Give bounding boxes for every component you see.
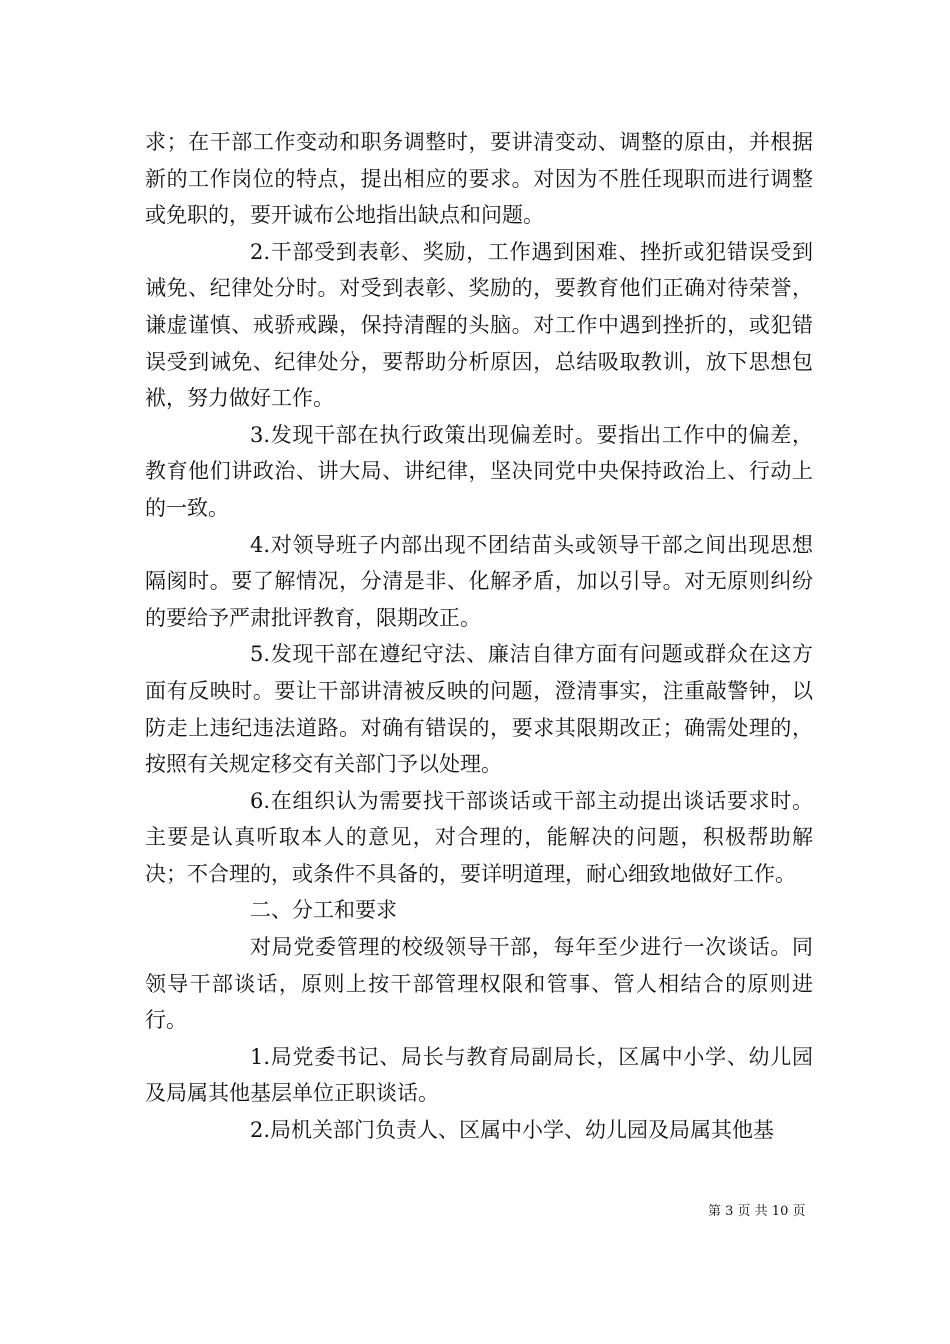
- paragraph-2: 2.干部受到表彰、奖励，工作遇到困难、挫折或犯错误受到诫免、纪律处分时。对受到表彰、奖励的，要教育他们正确对待荣誉，谦虚谨慎、戒骄戒躁，保持清醒的头脑。对工作中遇到挫折的，或犯错误受到诫免、纪律处分，要帮助分析原因，总结吸取教训，放下思想包袱，努力做好工作。: [145, 239, 813, 411]
- paragraph-4: 4.对领导班子内部出现不团结苗头或领导干部之间出现思想隔阂时。要了解情况，分清是非、化解矛盾，加以引导。对无原则纠纷的要给予严肃批评教育，限期改正。: [145, 532, 813, 630]
- paragraph-1: 求；在干部工作变动和职务调整时，要讲清变动、调整的原由，并根据新的工作岗位的特点，提出相应的要求。对因为不胜任现职而进行调整或免职的，要开诚布公地指出缺点和问题。: [145, 130, 813, 228]
- paragraph-9: 1.局党委书记、局长与教育局副局长，区属中小学、幼儿园及局属其他基层单位正职谈话。: [145, 1044, 813, 1106]
- page-number-footer: 第 3 页 共 10 页: [708, 1204, 806, 1219]
- paragraph-8: 对局党委管理的校级领导干部，每年至少进行一次谈话。同领导干部谈话，原则上按干部管理权限和管事、管人相结合的原则进行。: [145, 935, 813, 1033]
- paragraph-10: 2.局机关部门负责人、区属中小学、幼儿园及局属其他基: [250, 1118, 775, 1143]
- paragraph-3: 3.发现干部在执行政策出现偏差时。要指出工作中的偏差，教育他们讲政治、讲大局、讲纪律，坚决同党中央保持政治上、行动上的一致。: [145, 422, 813, 520]
- document-body: [145, 124, 813, 1149]
- paragraph-5: 5.发现干部在遵纪守法、廉洁自律方面有问题或群众在这方面有反映时。要让干部讲清被反映的问题，澄清事实，注重敲警钟，以防走上违纪违法道路。对确有错误的，要求其限期改正；确需处理的，按照有关规定移交有关部门予以处理。: [145, 642, 813, 777]
- paragraph-6: 6.在组织认为需要找干部谈话或干部主动提出谈话要求时。主要是认真听取本人的意见，对合理的，能解决的问题，积极帮助解决；不合理的，或条件不具备的，要详明道理，耐心细致地做好工作。: [145, 788, 813, 886]
- section-heading: 二、分工和要求: [250, 898, 397, 923]
